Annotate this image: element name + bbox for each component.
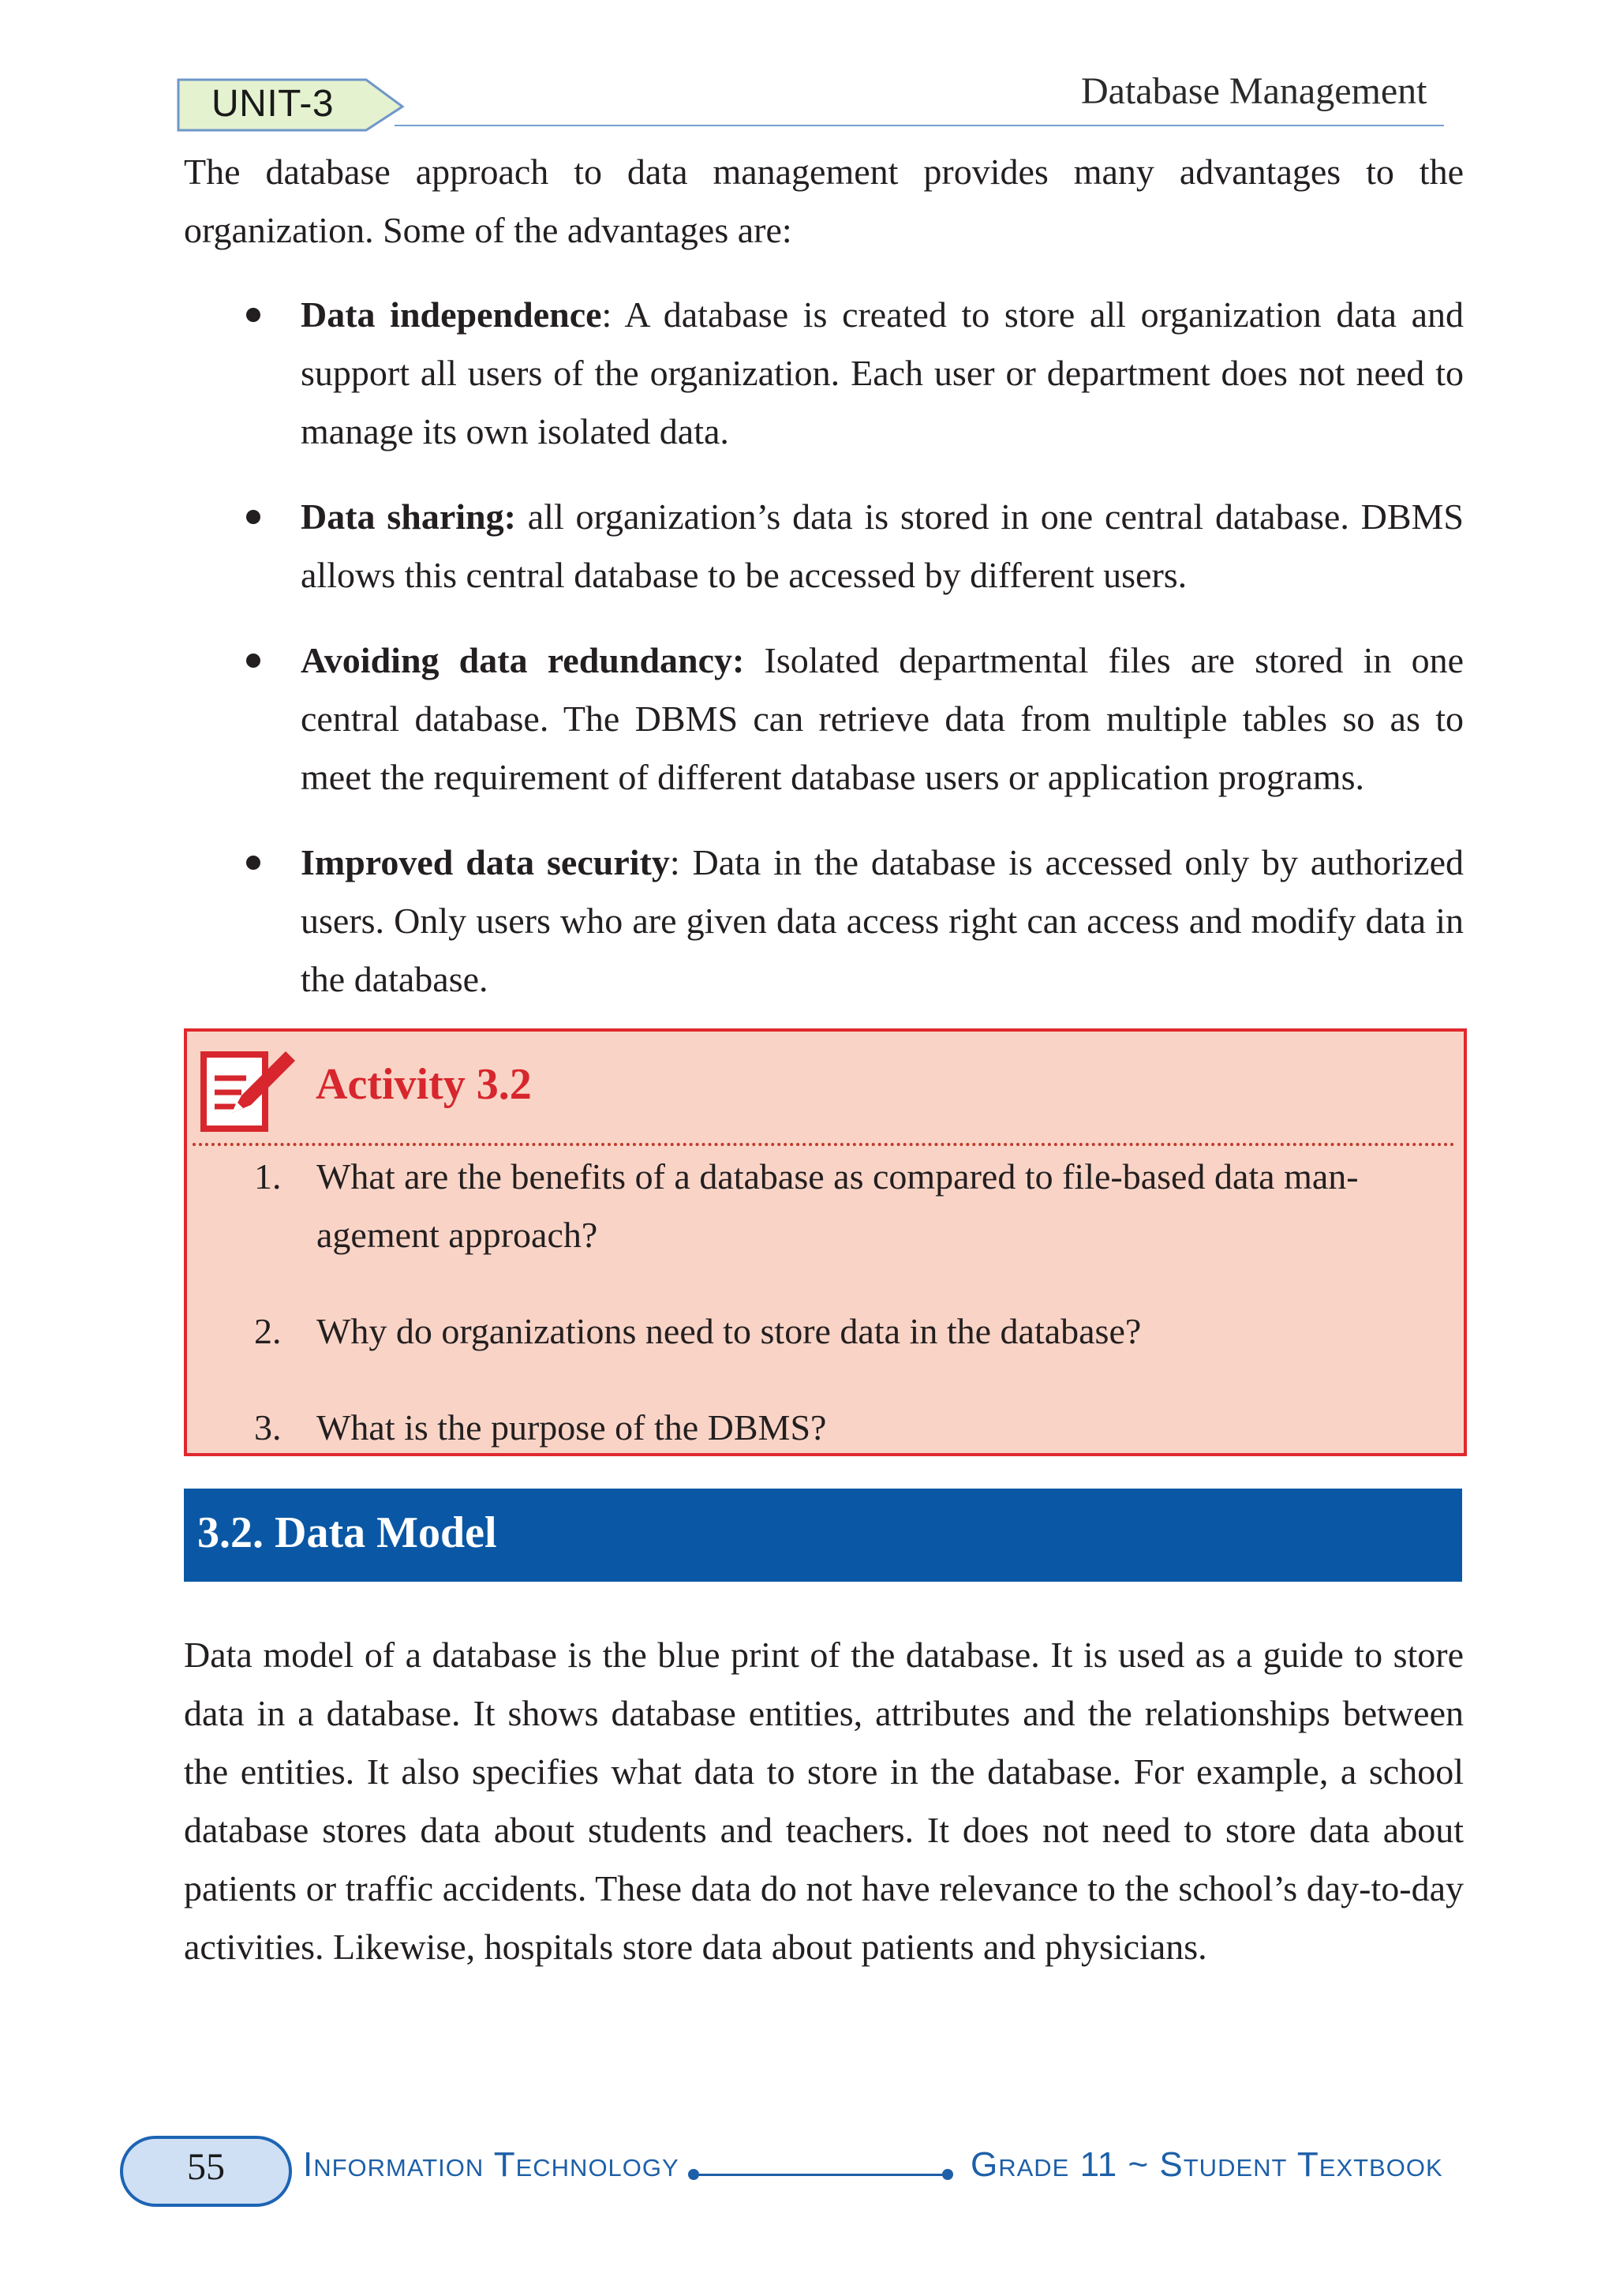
advantage-term: Data sharing:	[301, 496, 516, 537]
question-text: What are the benefits of a database as compared to file-based data man-agement approach?	[316, 1156, 1359, 1255]
section-paragraph: Data model of a database is the blue print of the database. It is used as a guide to store data in a database. It shows database entities, attributes and the relationships between the entities. It also specifies what data to store in the database. For example, a school database stores data about students and teachers. It does not need to store data about patients or traffic accidents. These data do not have relevance to the school’s day-to-day activities. Likewise, hospitals store data about patients and physicians.	[184, 1635, 1464, 1967]
unit-label: UNIT-3	[211, 83, 335, 125]
question-text: What is the purpose of the DBMS?	[316, 1407, 827, 1448]
dotted-divider	[193, 1143, 1455, 1146]
question-number: 3.	[254, 1407, 282, 1448]
question-number: 2.	[254, 1311, 282, 1351]
activity-title: Activity 3.2	[316, 1060, 532, 1109]
header-title: Database Management	[1081, 70, 1427, 112]
list-item	[301, 488, 1464, 605]
footer-grade: Grade 11 ~ Student Textbook	[971, 2145, 1443, 2184]
advantage-text: all organization’s data is stored in one central database. DBMS allows this central database to be accessed by different users.	[301, 496, 1464, 595]
bullet-icon	[246, 856, 260, 870]
footer-dot-right	[942, 2169, 953, 2180]
section-title: 3.2. Data Model	[197, 1508, 497, 1557]
advantage-text: : Data in the database is accessed only by authorized users. Only users who are given data access right can access and modify data in the database.	[301, 842, 1464, 999]
bullet-icon	[246, 510, 260, 524]
header-rule	[395, 125, 1444, 126]
advantage-text: : A database is created to store all organization data and support all users of the organization. Each user or department does not need to manage its own isolated data.	[301, 294, 1464, 451]
footer-subject: Information Technology	[303, 2145, 679, 2184]
list-item	[301, 631, 1464, 807]
bullet-icon	[246, 654, 260, 668]
advantage-term: Data independence	[301, 294, 602, 335]
edit-document-icon	[197, 1040, 298, 1135]
page-number: 55	[187, 2146, 225, 2188]
advantage-term: Avoiding data redundancy:	[301, 640, 745, 680]
list-item	[301, 833, 1464, 1009]
advantage-term: Improved data security	[301, 842, 670, 882]
bullet-icon	[246, 308, 260, 322]
intro-paragraph: The database approach to data management provides many advantages to the organization. Some of the advantages are:	[184, 152, 1464, 250]
footer-line	[694, 2174, 947, 2176]
question-text: Why do organizations need to store data in the database?	[316, 1311, 1142, 1351]
advantage-text: Isolated departmental files are stored in one central database. The DBMS can retrieve data from multiple tables so as to meet the requirement of different database users or application programs.	[301, 640, 1464, 797]
question-number: 1.	[254, 1156, 282, 1197]
list-item	[301, 286, 1464, 461]
